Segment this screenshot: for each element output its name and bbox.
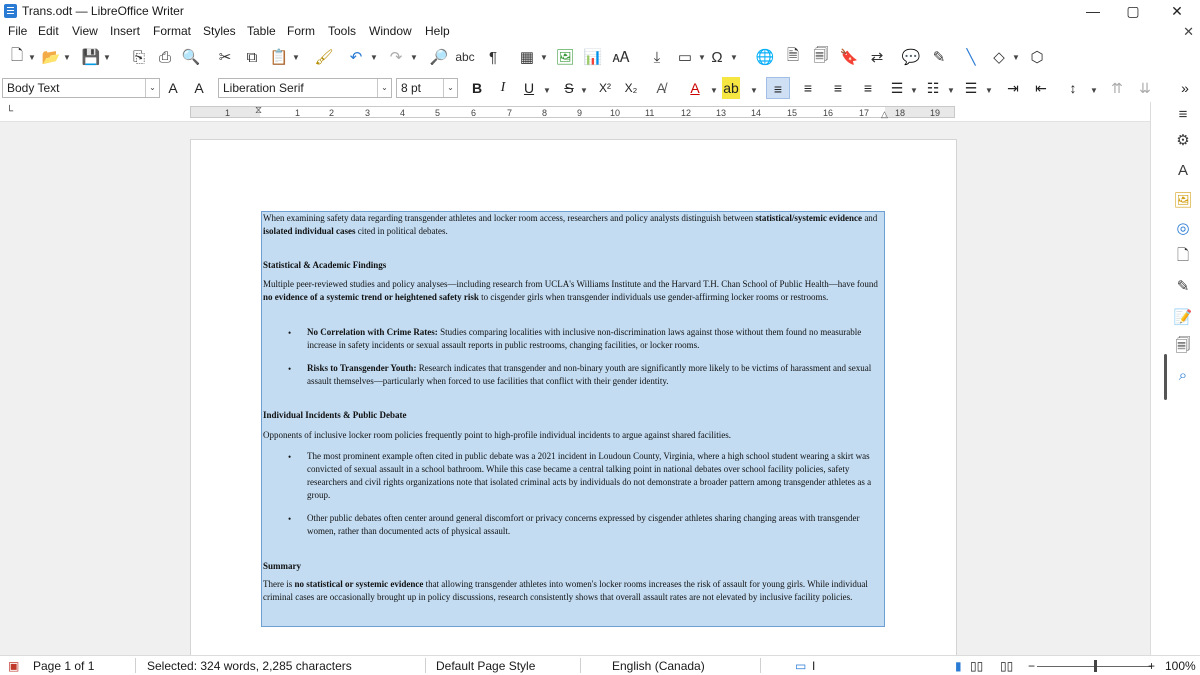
shapes-icon[interactable]: ◇ (993, 49, 1005, 66)
outline-list-icon[interactable]: ☰ (964, 80, 978, 96)
zoom-slider-handle[interactable] (1094, 660, 1097, 672)
word-count[interactable]: Selected: 324 words, 2,285 characters (147, 659, 352, 673)
writer-app-icon (4, 4, 17, 18)
restore-button[interactable]: ▢ (1126, 3, 1140, 19)
status-bar (0, 655, 1200, 675)
menu-styles[interactable]: Styles (203, 24, 236, 38)
selected-text-area[interactable] (261, 211, 885, 627)
text-run: and (862, 213, 878, 223)
bold-button[interactable]: B (471, 80, 483, 96)
book-view-icon[interactable]: ▯▯ (1000, 659, 1014, 673)
language[interactable]: English (Canada) (612, 659, 705, 673)
text-run: that allowing transgender athletes into women's locker rooms increases the risk of assault for young girls. While individual criminal cases are occasionally brought up in policy discussions, research consistently shows that overall assault rates are not elevated by inclusive facility policies. (263, 579, 868, 602)
underline-button[interactable]: U (523, 80, 535, 96)
formatting-marks-icon[interactable]: ¶ (488, 48, 498, 66)
track-changes-icon[interactable]: ✎ (932, 49, 946, 66)
zoom-in-icon[interactable]: + (1148, 659, 1156, 673)
menu-form[interactable]: Form (287, 24, 315, 38)
insert-chart-icon[interactable]: 📊 (583, 49, 603, 66)
style-inspector-icon[interactable]: ✎ (1176, 278, 1190, 295)
cross-reference-icon[interactable]: ⇄ (870, 49, 884, 66)
design-icon[interactable]: 🗐 (1175, 336, 1191, 354)
chevron-down-icon[interactable]: ▼ (292, 53, 300, 62)
italic-button[interactable]: I (500, 80, 506, 95)
paragraph-style-value: Body Text (7, 81, 60, 95)
endnote-icon[interactable]: 🗐 (813, 46, 829, 64)
opponents-paragraph[interactable]: Opponents of inclusive locker room policies frequently point to high-profile individual incidents to argue against shared facilities. (263, 430, 731, 440)
navigator-icon[interactable]: ◎ (1176, 220, 1190, 237)
chevron-down-icon[interactable]: ▼ (910, 86, 918, 95)
decrease-paragraph-spacing-icon[interactable]: ⇊ (1139, 80, 1151, 96)
chevron-down-icon[interactable]: ▼ (985, 86, 993, 95)
text-run: There is (263, 579, 295, 589)
text-run: When examining safety data regarding transgender athletes and locker room access, researchers and policy analysts distinguish between (263, 213, 756, 223)
window-title: Trans.odt — LibreOffice Writer (22, 4, 184, 18)
chevron-down-icon[interactable]: ⌄ (377, 79, 391, 97)
page-icon[interactable]: 🗋 (1176, 246, 1190, 264)
font-name-value: Liberation Serif (223, 81, 304, 95)
bullet-icon: • (288, 364, 292, 374)
update-style-icon[interactable]: A (168, 80, 178, 96)
ruler-number: 5 (435, 108, 441, 118)
zoom-out-icon[interactable]: − (1028, 659, 1036, 673)
bold-run: Risks to Transgender Youth: (307, 363, 417, 373)
styles-icon[interactable]: A (1177, 161, 1188, 179)
special-character-icon[interactable]: Ω (711, 48, 723, 66)
clone-formatting-icon[interactable]: 🖌 (314, 49, 334, 66)
paragraph-style-select[interactable] (2, 78, 160, 98)
ruler-number: 14 (751, 108, 762, 118)
gallery-icon[interactable]: 🖼 (1173, 192, 1193, 209)
highlight-color-button[interactable]: ab (722, 77, 740, 99)
bullet-loudoun-incident[interactable]: The most prominent example often cited in public debate was a 2021 incident in Loudoun County, Virginia, where a high school student wearing a skirt was convicted of sexual assault in a school bathroom. While this case became a central talking point in national debates over school facility policies, safety researchers and civil rights organizations note that isolated criminal acts by individuals do not demonstrate a broader pattern among transgender athletes as a group. (307, 451, 872, 500)
chevron-down-icon[interactable]: ▼ (947, 86, 955, 95)
bookmark-icon[interactable]: 🔖 (839, 49, 859, 66)
copy-icon[interactable]: ⧉ (246, 48, 258, 66)
ruler-number: 10 (610, 108, 621, 118)
heading-summary[interactable]: Summary (263, 561, 301, 571)
increase-indent-icon[interactable]: ⇥ (1007, 80, 1019, 96)
chevron-down-icon[interactable]: ▼ (103, 53, 111, 62)
decrease-indent-icon[interactable]: ⇤ (1035, 80, 1047, 96)
bullet-icon: • (288, 452, 292, 462)
menu-format[interactable]: Format (153, 24, 192, 38)
insert-textbox-icon[interactable]: 🗚 (612, 48, 630, 66)
divider (760, 658, 761, 673)
document-modified-icon[interactable]: ▣ (8, 659, 20, 673)
insert-image-icon[interactable]: 🖼 (555, 49, 575, 66)
justify-button[interactable]: ≡ (863, 80, 873, 96)
bold-run: statistical/systemic evidence (755, 213, 863, 223)
menu-tools[interactable]: Tools (328, 24, 357, 38)
chevron-down-icon[interactable]: ▼ (410, 53, 418, 62)
chevron-down-icon[interactable]: ▼ (698, 53, 706, 62)
ruler-number: 18 (895, 108, 906, 118)
new-style-icon[interactable]: A (194, 80, 204, 96)
ruler-number: 2 (329, 108, 335, 118)
subscript-button[interactable]: X₂ (624, 81, 638, 95)
print-icon[interactable]: ⎙ (158, 48, 171, 66)
intro-paragraph[interactable] (263, 212, 883, 238)
text-run: cited in political debates. (355, 226, 448, 236)
ruler-number: 1 (295, 108, 301, 118)
ruler-number: 11 (645, 108, 655, 118)
bold-run: isolated individual cases (263, 226, 356, 236)
page-break-icon[interactable]: ⤓ (653, 48, 661, 66)
ruler-number: 6 (471, 108, 477, 118)
horizontal-ruler (0, 102, 1150, 122)
chevron-down-icon[interactable]: ▼ (543, 86, 551, 95)
chevron-down-icon[interactable]: ▼ (580, 86, 588, 95)
ruler-number: 3 (365, 108, 371, 118)
font-size-value: 8 pt (401, 81, 422, 95)
bold-run: no evidence of a systemic trend or heightened safety risk (263, 292, 479, 302)
summary-paragraph[interactable] (263, 578, 883, 604)
chevron-down-icon[interactable]: ▼ (540, 53, 548, 62)
chevron-down-icon[interactable]: ⌄ (443, 79, 457, 97)
ruler-number: 19 (930, 108, 941, 118)
footnote-icon[interactable]: 🗎 (786, 46, 800, 64)
save-icon[interactable]: 💾 (81, 49, 101, 66)
selection-mode-icon[interactable]: ▭ (795, 659, 807, 673)
bullet-icon: • (288, 328, 292, 338)
chevron-down-icon[interactable]: ▼ (750, 86, 758, 95)
bold-run: no statistical or systemic evidence (294, 579, 424, 589)
bullet-transgender-youth[interactable] (307, 362, 879, 388)
ruler-number: 13 (716, 108, 727, 118)
ruler-number: 4 (400, 108, 406, 118)
find-icon[interactable]: ⌕ (1178, 366, 1188, 384)
title-bar (0, 0, 1200, 22)
indent-marker-icon[interactable]: ⧖ (255, 105, 263, 116)
line-icon[interactable]: ╲ (966, 49, 976, 66)
clear-formatting-icon[interactable]: A̸ (656, 80, 666, 96)
chevron-down-icon[interactable]: ▼ (28, 53, 36, 62)
export-pdf-icon[interactable]: ⎘ (132, 48, 145, 66)
text-run: to cisgender girls when transgender individuals use gender-affirming locker rooms or restrooms. (478, 292, 829, 302)
print-preview-icon[interactable]: 🔍 (181, 49, 201, 66)
ruler-number: 1 (225, 108, 231, 118)
sidebar-splitter[interactable] (1164, 354, 1167, 400)
bullet-crime-rates[interactable] (307, 326, 879, 352)
numbered-list-icon[interactable]: ☷ (926, 80, 940, 96)
open-folder-icon[interactable]: 📂 (41, 49, 61, 66)
single-page-view-icon[interactable]: ▮ (955, 659, 962, 673)
menu-help[interactable]: Help (425, 24, 450, 38)
font-name-select[interactable] (218, 78, 392, 98)
superscript-button[interactable]: X² (599, 81, 611, 95)
new-document-icon[interactable]: 🗋 (10, 46, 24, 64)
zoom-level[interactable]: 100% (1165, 659, 1196, 673)
standard-toolbar (0, 42, 1200, 72)
font-color-button[interactable]: A (690, 80, 700, 96)
chevron-down-icon[interactable]: ⌄ (145, 79, 159, 97)
chevron-down-icon[interactable]: ▼ (710, 86, 718, 95)
menu-file[interactable]: File (8, 24, 28, 38)
page[interactable] (190, 139, 957, 655)
divider (135, 658, 136, 673)
align-center-button[interactable]: ≡ (803, 80, 813, 96)
line-spacing-icon[interactable]: ↕ (1069, 80, 1077, 96)
strikethrough-button[interactable]: S (564, 80, 574, 96)
page-style[interactable]: Default Page Style (436, 659, 536, 673)
spellcheck-icon[interactable]: abc (455, 50, 475, 64)
find-replace-icon[interactable]: 🔎 (429, 49, 449, 66)
text-run: Studies comparing localities with inclusive non-discrimination laws against those without them found no measurable increase in safety incidents or sexual assault reports in public restrooms, changing facilities, or locker rooms. (307, 327, 862, 350)
page-count[interactable]: Page 1 of 1 (33, 659, 95, 673)
menu-insert[interactable]: Insert (110, 24, 141, 38)
multi-page-view-icon[interactable]: ▯▯ (970, 659, 984, 673)
heading-individual[interactable]: Individual Incidents & Public Debate (263, 410, 407, 420)
undo-icon[interactable]: ↶ (349, 49, 363, 66)
text-run: Multiple peer-reviewed studies and policy analyses—including research from UCLA's Williams Institute and the Harvard T.H. Chan School of Public Health—have found (263, 279, 878, 289)
chevron-down-icon[interactable]: ▼ (370, 53, 378, 62)
bold-run: No Correlation with Crime Rates: (307, 327, 438, 337)
ruler-number: 16 (823, 108, 834, 118)
document-canvas[interactable] (0, 122, 1150, 655)
hyperlink-icon[interactable]: 🌐 (755, 49, 775, 66)
text-run: Research indicates that transgender and non-binary youth are significantly more likely to be victims of harassment and sexual assault themselves—particularly when forced to use facilities that conflict with their gender identity. (307, 363, 872, 386)
manage-changes-icon[interactable]: 📝 (1173, 309, 1193, 326)
right-indent-marker-icon[interactable]: △ (881, 109, 888, 119)
insert-field-icon[interactable]: ▭ (677, 49, 693, 66)
divider (580, 658, 581, 673)
sidebar-menu-icon[interactable]: ≡ (1178, 105, 1188, 123)
increase-paragraph-spacing-icon[interactable]: ⇈ (1111, 80, 1123, 96)
align-left-button[interactable]: ≡ (766, 77, 790, 99)
paste-icon[interactable]: 📋 (269, 49, 289, 66)
cut-icon[interactable]: ✂ (218, 49, 232, 66)
ruler-number: 17 (859, 108, 870, 118)
sidebar-deck (1150, 102, 1200, 655)
menu-table[interactable]: Table (247, 24, 276, 38)
chevron-down-icon[interactable]: ▼ (1090, 86, 1098, 95)
ruler-number: 7 (507, 108, 513, 118)
redo-icon[interactable]: ↷ (389, 49, 403, 66)
bullet-public-debates[interactable]: Other public debates often center around general discomfort or privacy concerns expressed by cisgender athletes sharing changing areas with transgender women, rather than documented acts of physical assault. (307, 513, 860, 536)
comment-icon[interactable]: 💬 (901, 49, 921, 66)
heading-statistical[interactable]: Statistical & Academic Findings (263, 260, 387, 270)
ruler-number: 12 (681, 108, 692, 118)
ruler-number: 9 (577, 108, 583, 118)
ruler-number: 15 (787, 108, 798, 118)
findings-paragraph[interactable] (263, 278, 883, 304)
ruler-track[interactable] (190, 106, 955, 118)
menu-view[interactable]: View (72, 24, 98, 38)
minimize-button[interactable]: — (1086, 3, 1100, 19)
menu-bar (0, 22, 1200, 42)
draw-functions-icon[interactable]: ⬡ (1030, 49, 1044, 66)
menu-edit[interactable]: Edit (38, 24, 59, 38)
menu-window[interactable]: Window (369, 24, 412, 38)
chevron-down-icon[interactable]: ▼ (63, 53, 71, 62)
insert-table-icon[interactable]: ▦ (519, 49, 535, 66)
divider (425, 658, 426, 673)
font-size-select[interactable] (396, 78, 458, 98)
properties-icon[interactable]: ⚙ (1176, 132, 1190, 149)
align-right-button[interactable]: ≡ (833, 80, 843, 96)
text-cursor-icon: I (812, 659, 816, 673)
chevron-down-icon[interactable]: ▼ (730, 53, 738, 62)
chevron-down-icon[interactable]: ▼ (1012, 53, 1020, 62)
bullet-list-icon[interactable]: ☰ (890, 80, 904, 96)
bullet-icon: • (288, 514, 292, 524)
close-document-icon[interactable]: ✕ (1183, 24, 1194, 39)
tab-stop-icon[interactable]: └ (6, 106, 14, 117)
formatting-toolbar (0, 74, 1200, 102)
ruler-number: 8 (542, 108, 548, 118)
close-window-button[interactable]: ✕ (1171, 3, 1183, 19)
more-options-icon[interactable]: » (1181, 80, 1189, 96)
